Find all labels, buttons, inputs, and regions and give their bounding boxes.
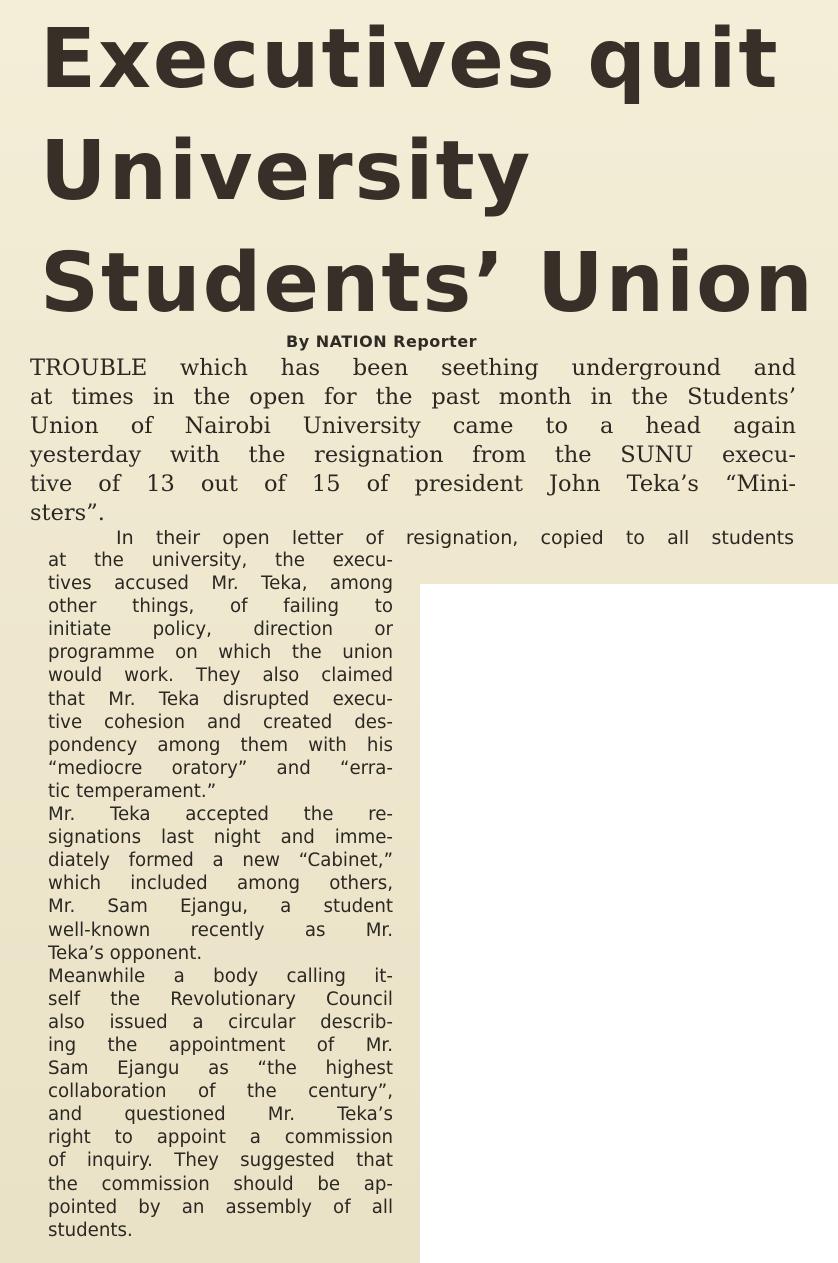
blank-area — [420, 584, 838, 1263]
text-line: and questioned Mr. Teka’s — [48, 1104, 393, 1126]
text-line: Mr. Sam Ejangu, a student — [48, 896, 393, 918]
text-line: of inquiry. They suggested that — [48, 1150, 393, 1172]
text-line: “mediocre oratory” and “erra- — [48, 757, 393, 779]
text-line: right to appoint a commission — [48, 1127, 393, 1149]
text-line: tive cohesion and created des- — [48, 711, 393, 733]
text-line: initiate policy, direction or — [48, 619, 393, 641]
text-line: signations last night and imme- — [48, 827, 393, 849]
text-line: Meanwhile a body calling it- — [48, 965, 393, 987]
text-line: that Mr. Teka disrupted execu- — [48, 688, 393, 710]
text-line: ing the appointment of Mr. — [48, 1034, 393, 1056]
text-line: collaboration of the century”, — [48, 1081, 393, 1103]
text-line: self the Revolutionary Council — [48, 988, 393, 1010]
headline-line: University — [40, 124, 533, 219]
byline: By NATION Reporter — [286, 332, 478, 351]
text-line: programme on which the union — [48, 642, 393, 664]
text-line: Sam Ejangu as “the highest — [48, 1058, 393, 1080]
text-line: yesterday with the resignation from the SUNU execu- — [30, 442, 796, 468]
text-line: other things, of failing to — [48, 596, 393, 618]
text-line: Union of Nairobi University came to a head again — [30, 413, 796, 439]
lead-paragraph — [30, 354, 796, 528]
text-line: at the university, the execu- — [48, 550, 393, 571]
text-line: well-known recently as Mr. — [48, 919, 393, 941]
text-line: tic temperament.” — [48, 780, 217, 802]
headline — [40, 4, 820, 340]
text-line: which included among others, — [48, 873, 393, 895]
text-line: tives accused Mr. Teka, among — [48, 573, 393, 595]
text-line: pondency among them with his — [48, 734, 393, 756]
text-line: would work. They also claimed — [48, 665, 393, 687]
text-line: sters”. — [30, 500, 105, 526]
text-line: TROUBLE which has been seething underground and — [30, 355, 796, 381]
text-line: Mr. Teka accepted the re- — [48, 804, 393, 826]
text-line: diately formed a new “Cabinet,” — [48, 850, 393, 872]
text-line: students. — [48, 1219, 133, 1241]
text-line: tive of 13 out of 15 of president John Teka’s “Mini- — [30, 471, 796, 497]
text-line: also issued a circular describ- — [48, 1011, 393, 1033]
text-line: Teka’s opponent. — [48, 942, 203, 964]
headline-line: Students’ Union — [40, 236, 815, 331]
body-intro-line: In their open letter of resignation, copied to all students — [116, 527, 794, 549]
text-line: pointed by an assembly of all — [48, 1196, 393, 1218]
text-line: at times in the open for the past month in the Students’ — [30, 384, 796, 410]
headline-line: Executives quit — [40, 12, 780, 107]
body-column — [48, 549, 393, 1242]
text-line: the commission should be ap- — [48, 1173, 393, 1195]
